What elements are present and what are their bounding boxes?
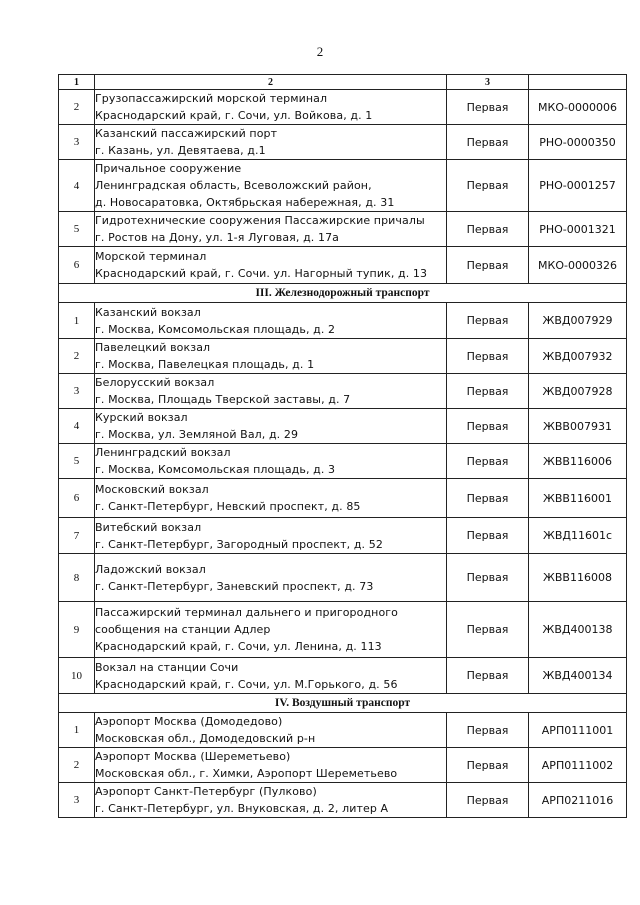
- table-row: [59, 554, 627, 602]
- facility-cell: [95, 658, 447, 694]
- facility-name: Аэропорт Москва (Шереметьево): [95, 750, 291, 763]
- facility-name: Грузопассажирский морской терминал: [95, 92, 328, 105]
- category-cell: Первая: [447, 90, 529, 125]
- category-cell: Первая: [447, 713, 529, 748]
- row-number: 2: [59, 90, 95, 125]
- section-row: [59, 694, 627, 713]
- table-row: [59, 444, 627, 479]
- row-number: 6: [59, 247, 95, 284]
- facility-cell: [95, 409, 447, 444]
- row-number: 6: [59, 479, 95, 518]
- header-row: [59, 75, 627, 90]
- category-cell: Первая: [447, 409, 529, 444]
- facility-cell: [95, 748, 447, 783]
- registry-code-cell: ЖВД400138: [529, 602, 627, 658]
- row-number: 5: [59, 444, 95, 479]
- facility-name: Вокзал на станции Сочи: [95, 660, 239, 674]
- section-row: [59, 284, 627, 303]
- facility-name: Ленинградский вокзал: [95, 446, 231, 459]
- registry-code-cell: ЖВВ116001: [529, 479, 627, 518]
- section-title: III. Железнодорожный транспорт: [59, 284, 627, 303]
- table-row: [59, 247, 627, 284]
- facility-address-line: г. Санкт-Петербург, Загородный проспект, д. 52: [95, 537, 383, 551]
- facility-cell: [95, 339, 447, 374]
- registry-code-cell: РНО-0001321: [529, 212, 627, 247]
- facility-name: Белорусский вокзал: [95, 376, 215, 389]
- facility-address-line: Краснодарский край, г. Сочи, ул. Войкова, д. 1: [95, 109, 373, 122]
- table-row: [59, 518, 627, 554]
- registry-code-cell: АРП0211016: [529, 783, 627, 818]
- facility-cell: [95, 160, 447, 212]
- section-title: IV. Воздушный транспорт: [59, 694, 627, 713]
- category-cell: Первая: [447, 247, 529, 284]
- registry-code-cell: ЖВД11601с: [529, 518, 627, 554]
- facility-cell: [95, 212, 447, 247]
- table-row: [59, 160, 627, 212]
- category-cell: Первая: [447, 748, 529, 783]
- category-cell: Первая: [447, 212, 529, 247]
- table-row: [59, 212, 627, 247]
- facility-address-line: г. Санкт-Петербург, Невский проспект, д. 85: [95, 500, 361, 513]
- table-row: [59, 374, 627, 409]
- facility-name: Московский вокзал: [95, 483, 209, 496]
- table-row: [59, 90, 627, 125]
- table-row: [59, 658, 627, 694]
- registry-code-cell: ЖВД007928: [529, 374, 627, 409]
- registry-code-cell: РНО-0001257: [529, 160, 627, 212]
- registry-code-cell: МКО-0000326: [529, 247, 627, 284]
- facility-address-line: г. Казань, ул. Девятаева, д.1: [95, 144, 266, 157]
- category-cell: Первая: [447, 125, 529, 160]
- category-cell: Первая: [447, 160, 529, 212]
- facility-cell: [95, 713, 447, 748]
- row-number: 4: [59, 409, 95, 444]
- facility-cell: [95, 125, 447, 160]
- facility-name: Аэропорт Санкт-Петербург (Пулково): [95, 785, 317, 798]
- table-row: [59, 125, 627, 160]
- table-row: [59, 783, 627, 818]
- row-number: 7: [59, 518, 95, 554]
- facility-cell: [95, 247, 447, 284]
- category-cell: Первая: [447, 658, 529, 694]
- facility-address-line: г. Ростов на Дону, ул. 1-я Луговая, д. 17а: [95, 231, 340, 244]
- category-cell: Первая: [447, 374, 529, 409]
- facility-address-line: Краснодарский край, г. Сочи, ул. М.Горького, д. 56: [95, 677, 398, 691]
- category-cell: Первая: [447, 303, 529, 339]
- facility-name: Казанский вокзал: [95, 305, 201, 319]
- column-header: 3: [447, 75, 529, 90]
- facility-cell: [95, 303, 447, 339]
- facility-cell: [95, 374, 447, 409]
- table-row: [59, 339, 627, 374]
- registry-code-cell: ЖВВ116006: [529, 444, 627, 479]
- facility-cell: [95, 444, 447, 479]
- row-number: 5: [59, 212, 95, 247]
- registry-code-cell: РНО-0000350: [529, 125, 627, 160]
- facility-name: Причальное сооружение: [95, 162, 242, 175]
- facility-address-line: г. Санкт-Петербург, Заневский проспект, д. 73: [95, 579, 374, 593]
- facility-address-line: г. Москва, ул. Земляной Вал, д. 29: [95, 428, 299, 441]
- facility-cell: [95, 518, 447, 554]
- row-number: 8: [59, 554, 95, 602]
- facility-address-line: Ленинградская область, Всеволожский район,: [95, 179, 372, 192]
- registry-code-cell: ЖВД400134: [529, 658, 627, 694]
- facility-name: Аэропорт Москва (Домодедово): [95, 715, 283, 728]
- registry-code-cell: ЖВВ116008: [529, 554, 627, 602]
- category-cell: Первая: [447, 339, 529, 374]
- row-number: 1: [59, 713, 95, 748]
- registry-code-cell: ЖВД007929: [529, 303, 627, 339]
- facility-address-line: г. Санкт-Петербург, ул. Внуковская, д. 2, литер А: [95, 802, 389, 815]
- facility-address-line: д. Новосаратовка, Октябрьская набережная, д. 31: [95, 196, 395, 209]
- category-cell: Первая: [447, 518, 529, 554]
- facility-cell: [95, 602, 447, 658]
- facility-cell: [95, 479, 447, 518]
- table-row: [59, 479, 627, 518]
- facility-name: Казанский пассажирский порт: [95, 127, 278, 140]
- table-row: [59, 409, 627, 444]
- row-number: 3: [59, 125, 95, 160]
- table-row: [59, 602, 627, 658]
- facility-name: Витебский вокзал: [95, 520, 202, 534]
- facility-address-line: г. Москва, Комсомольская площадь, д. 2: [95, 322, 336, 336]
- row-number: 3: [59, 783, 95, 818]
- row-number: 9: [59, 602, 95, 658]
- facility-name: Курский вокзал: [95, 411, 188, 424]
- category-cell: Первая: [447, 602, 529, 658]
- category-cell: Первая: [447, 444, 529, 479]
- column-header: 2: [95, 75, 447, 90]
- facility-cell: [95, 90, 447, 125]
- column-header: 1: [59, 75, 95, 90]
- facility-address-line: Краснодарский край, г. Сочи, ул. Ленина, д. 113: [95, 640, 382, 653]
- facility-address-line: г. Москва, Павелецкая площадь, д. 1: [95, 358, 315, 371]
- facility-name: Павелецкий вокзал: [95, 341, 211, 354]
- row-number: 10: [59, 658, 95, 694]
- table-row: [59, 713, 627, 748]
- table-row: [59, 748, 627, 783]
- registry-code-cell: АРП0111002: [529, 748, 627, 783]
- registry-table: [58, 74, 627, 818]
- table-row: [59, 303, 627, 339]
- facility-address-line: сообщения на станции Адлер: [95, 623, 271, 636]
- registry-code-cell: МКО-0000006: [529, 90, 627, 125]
- facility-address-line: Московская обл., г. Химки, Аэропорт Шереметьево: [95, 767, 398, 780]
- row-number: 4: [59, 160, 95, 212]
- category-cell: Первая: [447, 783, 529, 818]
- facility-address-line: г. Москва, Комсомольская площадь, д. 3: [95, 463, 336, 476]
- registry-code-cell: ЖВД007932: [529, 339, 627, 374]
- facility-address-line: Московская обл., Домодедовский р-н: [95, 732, 316, 745]
- row-number: 2: [59, 748, 95, 783]
- category-cell: Первая: [447, 554, 529, 602]
- registry-code-cell: АРП0111001: [529, 713, 627, 748]
- facility-name: Пассажирский терминал дальнего и пригородного: [95, 606, 398, 619]
- table-body: [59, 90, 627, 818]
- facility-name: Ладожский вокзал: [95, 562, 206, 576]
- facility-cell: [95, 783, 447, 818]
- registry-code-cell: ЖВВ007931: [529, 409, 627, 444]
- row-number: 3: [59, 374, 95, 409]
- facility-name: Гидротехнические сооружения Пассажирские причалы: [95, 214, 425, 227]
- row-number: 1: [59, 303, 95, 339]
- facility-cell: [95, 554, 447, 602]
- row-number: 2: [59, 339, 95, 374]
- category-cell: Первая: [447, 479, 529, 518]
- facility-name: Морской терминал: [95, 250, 207, 263]
- column-header: [529, 75, 627, 90]
- facility-address-line: г. Москва, Площадь Тверской заставы, д. 7: [95, 393, 351, 406]
- page-number: 2: [316, 44, 324, 59]
- facility-address-line: Краснодарский край, г. Сочи. ул. Нагорный тупик, д. 13: [95, 267, 428, 280]
